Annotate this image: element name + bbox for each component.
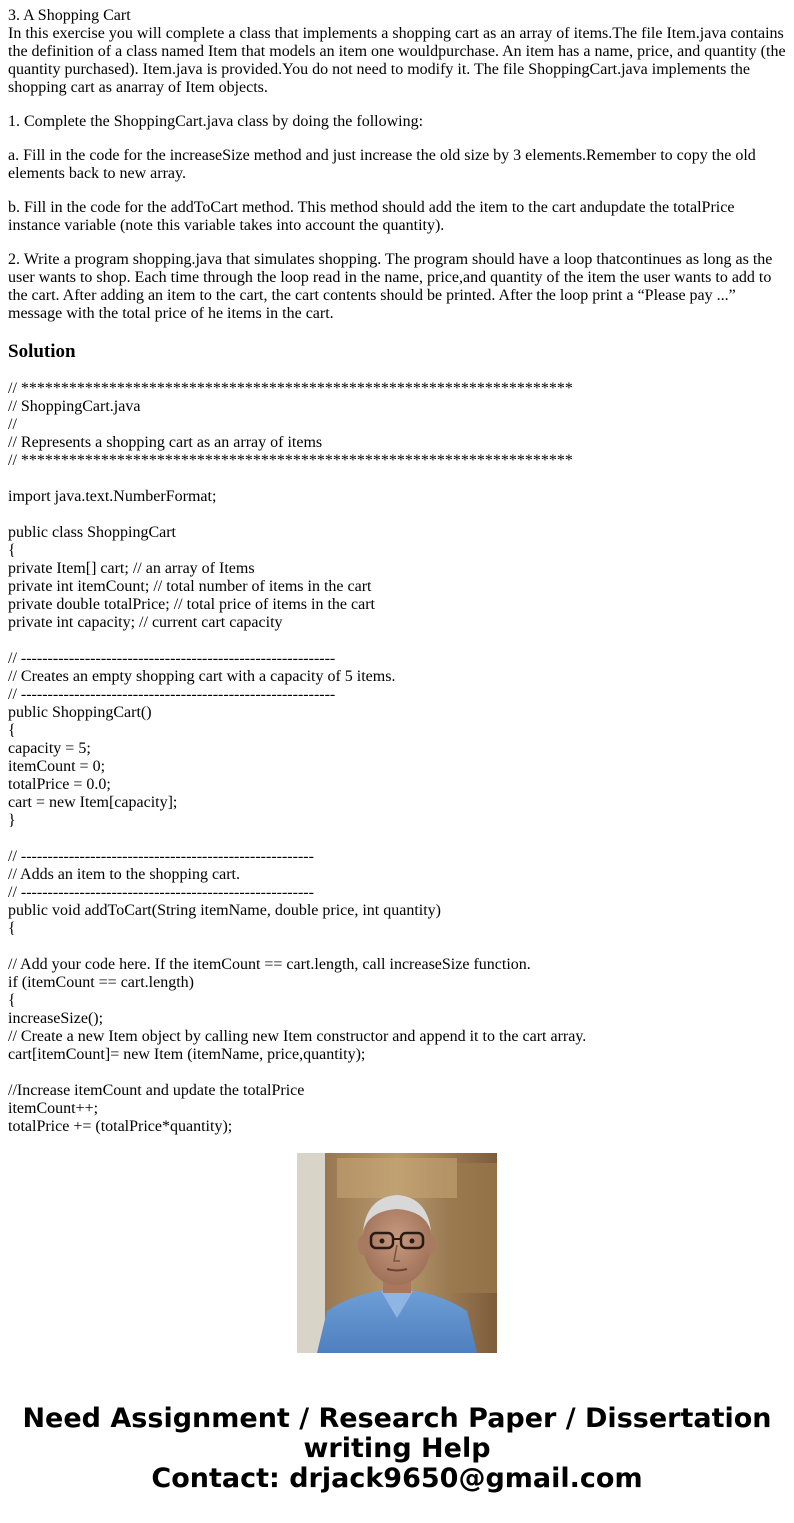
- code-line: [8, 506, 790, 524]
- document-body: [8, 7, 790, 1135]
- code-line: {: [8, 920, 16, 937]
- code-line: public ShoppingCart(): [8, 704, 152, 721]
- code-line: // Add your code here. If the itemCount == cart.length, call increaseSize function.: [8, 956, 531, 973]
- code-line: totalPrice += (totalPrice*quantity);: [8, 1118, 233, 1135]
- question-step-1: 1. Complete the ShoppingCart.java class by doing the following:: [8, 113, 424, 130]
- code-line: }: [8, 812, 16, 829]
- code-line: private int itemCount; // total number of items in the cart: [8, 578, 372, 595]
- code-line: capacity = 5;: [8, 740, 91, 757]
- code-line: // ShoppingCart.java: [8, 398, 141, 415]
- author-photo: [297, 1153, 497, 1353]
- code-line: [8, 1064, 790, 1082]
- code-line: public void addToCart(String itemName, double price, int quantity): [8, 902, 442, 919]
- code-line: cart[itemCount]= new Item (itemName, price,quantity);: [8, 1046, 366, 1063]
- code-line: private Item[] cart; // an array of Items: [8, 560, 255, 577]
- code-line: totalPrice = 0.0;: [8, 776, 111, 793]
- code-line: // -----------------------------------------------------------: [8, 686, 336, 703]
- question-step-1b: b. Fill in the code for the addToCart method. This method should add the item to the cart andupdate the totalPrice instance variable (note this variable takes into account the quantity).: [8, 199, 735, 234]
- code-line: {: [8, 542, 16, 559]
- code-line: // Adds an item to the shopping cart.: [8, 866, 240, 883]
- code-line: //: [8, 416, 17, 433]
- code-line: [8, 470, 790, 488]
- code-line: private double totalPrice; // total price of items in the cart: [8, 596, 375, 613]
- code-line: [8, 632, 790, 650]
- author-avatar: [297, 1153, 497, 1353]
- code-line: [8, 830, 790, 848]
- code-line: // -----------------------------------------------------------: [8, 650, 336, 667]
- code-line: //Increase itemCount and update the totalPrice: [8, 1082, 305, 1099]
- code-line: {: [8, 722, 16, 739]
- code-line: [8, 938, 790, 956]
- question-title: 3. A Shopping Cart: [8, 7, 131, 24]
- code-line: // Create a new Item object by calling new Item constructor and append it to the cart array.: [8, 1028, 587, 1045]
- question-step-1a: a. Fill in the code for the increaseSize method and just increase the old size by 3 elements.Remember to copy the old elements back to new array.: [8, 147, 756, 182]
- code-line: // Creates an empty shopping cart with a capacity of 5 items.: [8, 668, 396, 685]
- code-line: // -------------------------------------------------------: [8, 884, 314, 901]
- promo-line-2: writing Help: [303, 1433, 491, 1464]
- promo-contact: Contact: drjack9650@gmail.com: [151, 1463, 643, 1494]
- code-line: {: [8, 992, 16, 1009]
- code-line: itemCount = 0;: [8, 758, 106, 775]
- code-line: // *********************************************************************: [8, 452, 573, 469]
- promo-line-1: Need Assignment / Research Paper / Dissertation: [22, 1403, 772, 1434]
- code-line: itemCount++;: [8, 1100, 99, 1117]
- code-line: // -------------------------------------------------------: [8, 848, 314, 865]
- code-line: private int capacity; // current cart capacity: [8, 614, 283, 631]
- question-step-2: 2. Write a program shopping.java that simulates shopping. The program should have a loop thatcontinues as long as the user wants to shop. Each time through the loop read in the name, price,and quantity of the item the user wants to add to the cart. After adding an item to the cart, the cart contents should be printed. After the loop print a “Please pay ...” message with the total price of he items in the cart.: [8, 251, 773, 322]
- code-line: if (itemCount == cart.length): [8, 974, 194, 991]
- solution-code: [8, 380, 790, 1136]
- code-line: cart = new Item[capacity];: [8, 794, 178, 811]
- code-line: increaseSize();: [8, 1010, 104, 1027]
- code-line: // *********************************************************************: [8, 380, 573, 397]
- promo-banner: [0, 1404, 794, 1494]
- code-line: public class ShoppingCart: [8, 524, 176, 541]
- code-line: // Represents a shopping cart as an array of items: [8, 434, 323, 451]
- solution-heading: Solution: [8, 341, 76, 362]
- question-intro: In this exercise you will complete a class that implements a shopping cart as an array of items.The file Item.java contains the definition of a class named Item that models an item one wouldpurchase. An item has a name, price, and quantity (the quantity purchased). Item.java is provided.You do not need to modify it. The file ShoppingCart.java implements the shopping cart as anarray of Item objects.: [8, 25, 786, 96]
- code-line: import java.text.NumberFormat;: [8, 488, 217, 505]
